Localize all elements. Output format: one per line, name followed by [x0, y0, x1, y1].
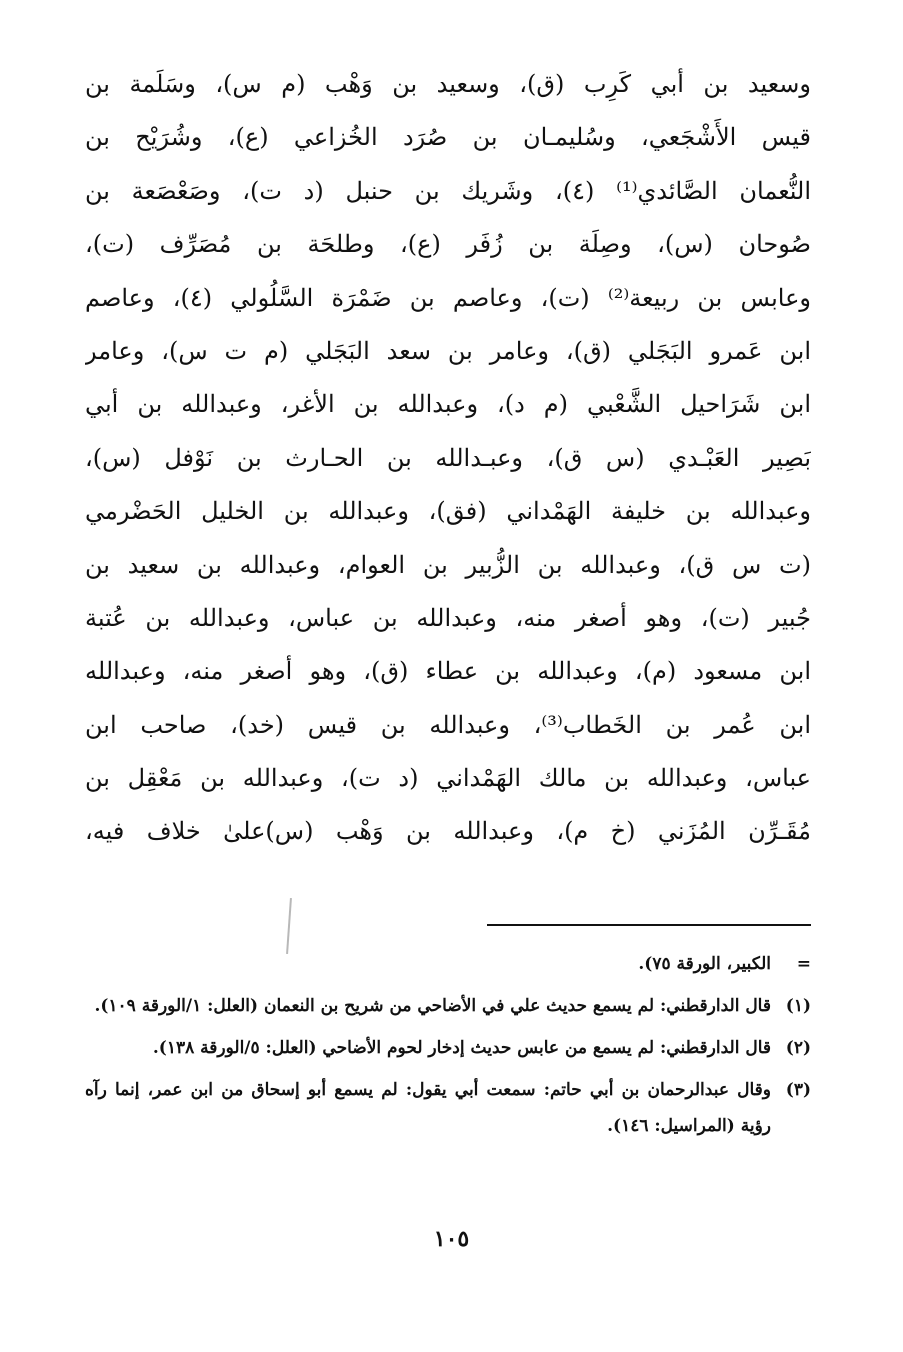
main-text-line: ابن عُمر بن الخَطاب⁽³⁾، وعبدالله بن قيس (خد)، صاحب ابن — [85, 710, 811, 739]
main-text-line: وعبدالله بن خليفة الهَمْداني (فق)، وعبدالله بن الخليل الحَضْرمي — [85, 497, 811, 526]
main-text-line: ابن عَمرو البَجَلي (ق)، وعامر بن سعد البَجَلي (م ت س)، وعامر — [85, 336, 811, 365]
main-text-line: مُقَـرِّن المُزَني (خ م)، وعبدالله بن وَهْب (س)علىٰ خلاف فيه، — [85, 817, 811, 846]
main-text-block — [85, 58, 811, 859]
footnotes-block — [85, 946, 811, 1150]
main-text-line: ابن مسعود (م)، وعبدالله بن عطاء (ق)، وهو أصغر منه، وعبدالله — [85, 657, 811, 686]
main-text-line: (ت س ق)، وعبدالله بن الزُّبير بن العوام، وعبدالله بن سعيد بن — [85, 550, 811, 579]
footnote-marker: (٣) — [785, 1080, 811, 1100]
footnote-marker: = — [796, 954, 811, 974]
footnote-marker: (٢) — [785, 1038, 811, 1058]
main-text-line: بَصِير العَبْـدي (س ق)، وعبـدالله بن الحـارث بن نَوْفل (س)، — [85, 443, 811, 472]
footnote-marker: (١) — [785, 996, 811, 1016]
main-text-line: ابن شَرَاحيل الشَّعْبي (م د)، وعبدالله بن الأغر، وعبدالله بن أبي — [85, 390, 811, 419]
footnote-text: قال الدارقطني: لم يسمع من عابس حديث إدخار لحوم الأضاحي (العلل: ٥/الورقة ١٣٨). — [152, 1038, 771, 1058]
footnote-separator — [487, 924, 811, 926]
main-text-line: قيس الأَشْجَعي، وسُليمـان بن صُرَد الخُزاعي (ع)، وشُرَيْح بن — [85, 123, 811, 152]
main-text-line: جُبير (ت)، وهو أصغر منه، وعبدالله بن عباس، وعبدالله بن عُتبة — [85, 603, 811, 632]
footnote-text: قال الدارقطني: لم يسمع حديث علي في الأضاحي من شريح بن النعمان (العلل: ١/الورقة ١٠٩). — [94, 996, 771, 1016]
footnote-text: الكبير، الورقة ٧٥). — [638, 954, 771, 974]
main-text-line: عباس، وعبدالله بن مالك الهَمْداني (د ت)، وعبدالله بن مَعْقِل بن — [85, 764, 811, 793]
main-text-line: وعابس بن ربيعة⁽²⁾ (ت)، وعاصم بن ضَمْرَة السَّلُولي (٤)، وعاصم — [85, 283, 811, 312]
footnote-item — [85, 1072, 811, 1144]
main-text-line: النُّعمان الصَّائدي⁽¹⁾ (٤)، وشَريك بن حنبل (د ت)، وصَعْصَعة بن — [85, 176, 811, 205]
page-number: ١٠٥ — [433, 1226, 470, 1252]
main-text-line: وسعيد بن أبي كَرِب (ق)، وسعيد بن وَهْب (م س)، وسَلَمة بن — [85, 70, 811, 98]
main-text-line: صُوحان (س)، وصِلَة بن زُفَر (ع)، وطلحَة بن مُصَرِّف (ت)، — [85, 230, 811, 259]
footnote-item — [85, 1030, 811, 1066]
footnote-item — [85, 988, 811, 1024]
footnote-text: وقال عبدالرحمان بن أبي حاتم: سمعت أبي يقول: لم يسمع أبو إسحاق من ابن عمر، إنما رآه رؤية (المراسيل: ١٤٦). — [85, 1080, 771, 1136]
footnote-item — [85, 946, 811, 982]
